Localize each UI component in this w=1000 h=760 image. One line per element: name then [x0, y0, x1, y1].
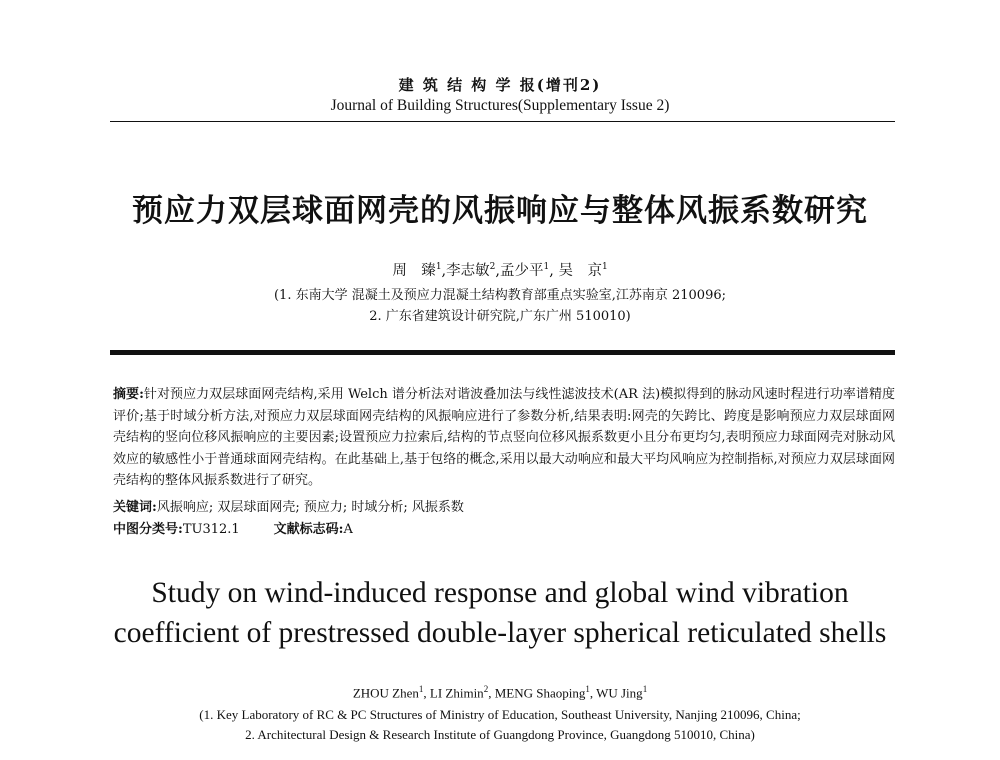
author-en-4: WU Jing: [596, 685, 643, 701]
author-cn-2: 李志敏: [446, 263, 490, 279]
affiliation-cn-1: (1. 东南大学 混凝土及预应力混凝土结构教育部重点实验室,江苏南京 210096;: [273, 288, 726, 303]
clc-value: TU312.1: [182, 522, 240, 537]
author-cn-1: 周 臻: [392, 263, 436, 279]
affiliation-cn-2: 2. 广东省建筑设计研究院,广东广州 510010): [369, 309, 631, 324]
author-cn-2-affil: 2: [489, 262, 496, 273]
keywords-text: 风振响应; 双层球面网壳; 预应力; 时域分析; 风振系数: [156, 500, 464, 515]
keywords-cn: [113, 496, 895, 515]
author-cn-4: 吴 京: [558, 263, 602, 279]
classification-cn: [113, 518, 895, 537]
author-en-3: MENG Shaoping: [494, 685, 586, 701]
paper-title-en-line2: coefficient of prestressed double-layer spherical reticulated shells: [113, 617, 887, 649]
author-en-1: ZHOU Zhen: [352, 685, 419, 701]
authors-cn: 周 臻$^1$,李志敏$^2$,孟少平$^1$, 吴 京$^1$: [392, 262, 608, 279]
doc-code-value: A: [343, 522, 353, 537]
abstract-text: 针对预应力双层球面网壳结构,采用 Welch 谱分析法对谐波叠加法与线性滤波技术(AR 法)模拟得到的脉动风速时程进行功率谱精度评价;基于时域分析方法,对预应力双层球面网壳结构的风振响应进行了参数分析,结果表明:网壳的矢跨比、跨度是影响预应力双层球面网壳结构的竖向位移风振响应的主要因素;设置预应力拉索后,结构的节点竖向位移风振系数更小且分布更均匀,表明预应力球面网壳对脉动风效应的敏感性小于普通球面网壳结构。在此基础上,基于包络的概念,采用以最大动响应和最大平均风响应为控制指标,对预应力双层球面网壳结构的整体风振系数进行了研究。: [113, 387, 895, 488]
section-rule: [110, 350, 895, 355]
author-cn-3-affil: 1: [543, 262, 550, 273]
abstract-cn: [113, 384, 895, 492]
author-en-3-affil: 1: [585, 684, 590, 694]
keywords-label: 关键词:: [113, 500, 157, 515]
authors-en: ZHOU Zhen$^1$, LI Zhimin$^2$, MENG Shaoping$^1$, WU Jing$^1$: [352, 684, 648, 701]
author-cn-1-affil: 1: [435, 262, 442, 273]
paper-title-en-line1: Study on wind-induced response and global wind vibration: [151, 577, 849, 609]
author-cn-3: 孟少平: [500, 263, 544, 279]
affiliation-en-2: 2. Architectural Design & Research Institute of Guangdong Province, Guangdong 510010, China): [245, 727, 755, 742]
author-cn-4-affil: 1: [601, 262, 608, 273]
author-en-1-affil: 1: [418, 684, 424, 694]
header-rule: [110, 121, 895, 122]
doc-code-label: 文献标志码:: [273, 522, 344, 537]
paper-title-en: [0, 573, 1000, 653]
clc-label: 中图分类号:: [113, 522, 183, 537]
author-en-2-affil: 2: [483, 684, 489, 694]
author-en-2: LI Zhimin: [429, 685, 484, 701]
paper-title-cn: 预应力双层球面网壳的风振响应与整体风振系数研究: [132, 193, 868, 229]
affiliation-en-1: (1. Key Laboratory of RC & PC Structures of Ministry of Education, Southeast University, Nanjing 210096, China;: [199, 707, 801, 722]
journal-name-cn: 建 筑 结 构 学 报(增刊2): [398, 76, 602, 94]
journal-name-en: Journal of Building Structures(Supplementary Issue 2): [330, 97, 670, 114]
author-en-4-affil: 1: [642, 684, 648, 694]
abstract-label: 摘要:: [113, 387, 144, 402]
